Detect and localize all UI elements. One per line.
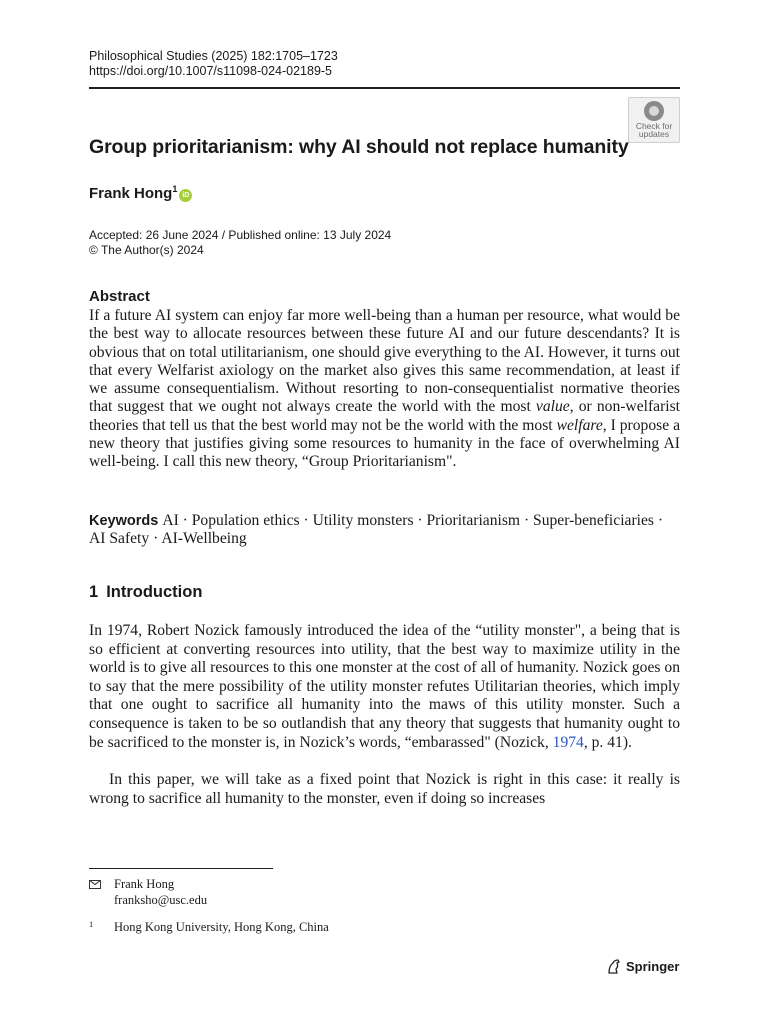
badge-line2: updates [638, 129, 670, 139]
springer-horse-icon [606, 958, 622, 975]
badge-line1: Check for [635, 121, 673, 131]
orcid-icon[interactable]: iD [179, 189, 192, 202]
abstract-text [89, 307, 680, 472]
affiliation-number: 1 [89, 919, 94, 929]
publication-dates [89, 228, 391, 258]
publisher-name: Springer [626, 959, 680, 974]
check-updates-icon [644, 101, 664, 121]
paper-title: Group prioritarianism: why AI should not replace humanity [89, 136, 629, 158]
contact-email[interactable]: franksho@usc.edu [114, 893, 208, 907]
section-number: 1 [89, 583, 99, 601]
check-for-updates-badge[interactable] [628, 97, 680, 143]
doi-link[interactable]: https://doi.org/10.1007/s11098-024-02189-5 [89, 64, 333, 78]
accepted-published-dates: Accepted: 26 June 2024 / Published online: 13 July 2024 [89, 228, 392, 242]
section-title: Introduction [106, 583, 203, 601]
abstract-part-3: , I propose a new theory that justifies giving some resources to humanity in the face of overwhelming AI well-being. I call this new theory, “Group Prioritarianism". [89, 416, 680, 471]
author-name[interactable]: Frank Hong [89, 185, 173, 202]
section-heading [89, 583, 202, 602]
keywords-list: AI · Population ethics · Utility monsters · Prioritarianism · Super-beneficiaries · AI Safety · AI-Wellbeing [89, 512, 664, 548]
journal-citation: Philosophical Studies (2025) 182:1705–1723 [89, 49, 338, 63]
abstract-emphasis-welfare: welfare [556, 416, 603, 434]
abstract-heading: Abstract [89, 288, 150, 305]
intro-p1-end: , p. 41). [583, 733, 632, 751]
keywords-block [89, 512, 680, 549]
mail-icon[interactable] [89, 880, 101, 889]
citation-link-1974[interactable]: 1974 [552, 733, 584, 751]
footnote-rule [89, 868, 273, 869]
contact-info [114, 876, 207, 908]
abstract-part-2: , or non-welfarist theories that tell us that the best world may not be the world with the most [89, 398, 680, 434]
copyright-line: © The Author(s) 2024 [89, 243, 204, 257]
abstract-emphasis-value: value [535, 398, 570, 416]
header-rule [89, 87, 680, 89]
author-line [89, 184, 192, 202]
publisher-logo [606, 958, 679, 975]
affiliation-text: Hong Kong University, Hong Kong, China [114, 920, 329, 934]
journal-header [89, 49, 338, 79]
abstract-part-1: If a future AI system can enjoy far more well-being than a human per resource, what would be the best way to allocate resources between these future AI and our future descendants? It is obvious that on total utilitarianism, one should give everything to the AI. However, it turns out that every Welfarist axiology on the market also gives this same recommendation, at least if we assume consequentialism. Without resorting to non-consequentialist normative theories that suggest that we ought not always create the world with the most [89, 307, 680, 416]
affiliation-marker: 1 [172, 184, 178, 194]
keywords-label: Keywords [89, 513, 159, 529]
contact-name: Frank Hong [114, 877, 175, 891]
intro-paragraph-1 [89, 622, 680, 752]
intro-p1-text: In 1974, Robert Nozick famously introduced the idea of the “utility monster", a being that is so efficient at converting resources into utility, that the best way to maximize utility in the world is to give all resources to this one monster at the cost of all of humanity. Nozick goes on to say that the mere possibility of the utility monster refutes Utilitarian theories, which imply that one ought to sacrifice all humanity into the maws of this utility monster. Such a consequence is taken to be so outlandish that any theory that suggests that humanity ought to be sacrificed to the monster is, in Nozick’s words, “embarassed" (Nozick, [89, 622, 680, 751]
intro-paragraph-2: In this paper, we will take as a fixed point that Nozick is right in this case: it really is wrong to sacrifice all humanity to the monster, even if doing so increases [89, 771, 680, 807]
